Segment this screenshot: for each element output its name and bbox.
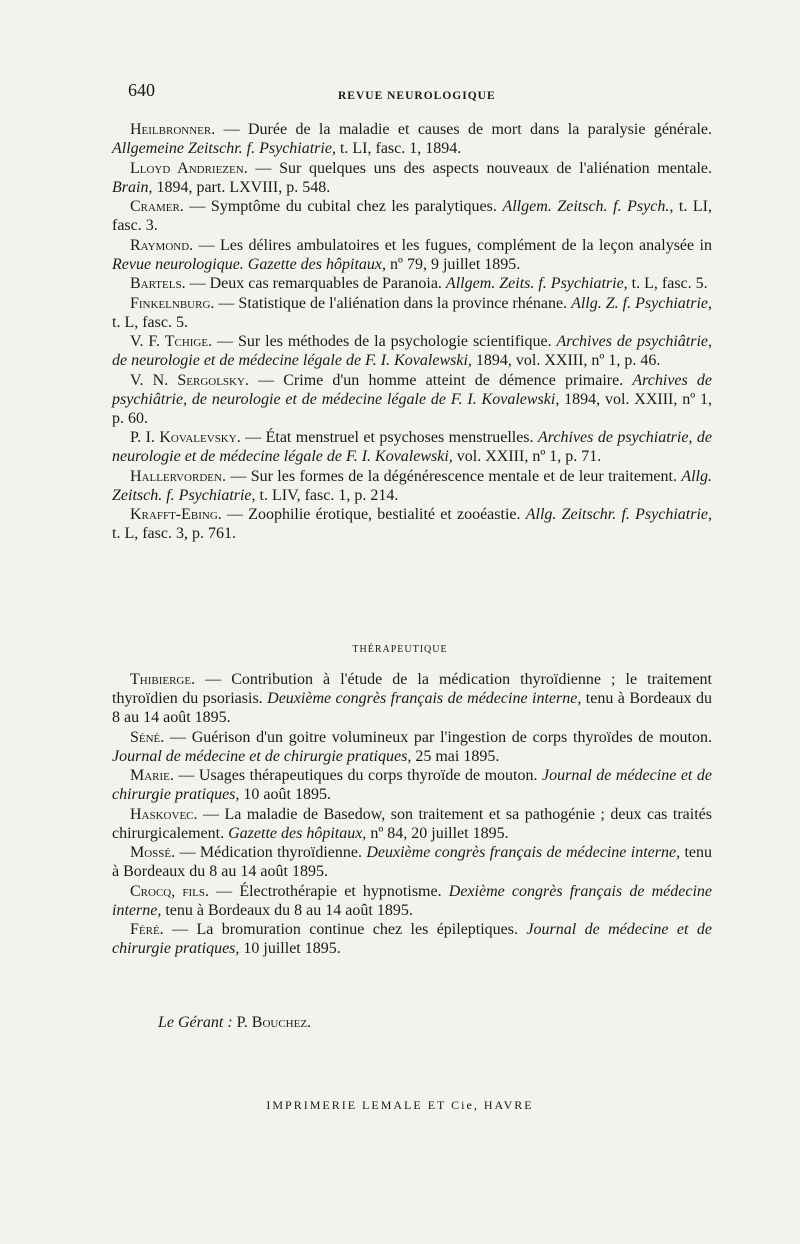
reference-author: Hallervorden.: [130, 467, 226, 485]
reference-pub: Gazette des hôpitaux,: [228, 824, 367, 842]
gerant-line: [158, 1014, 311, 1032]
reference-author: Finkelnburg.: [130, 294, 215, 312]
reference-text: — Guérison d'un goitre volumineux par l'ingestion de corps thyroïdes de mouton.: [164, 728, 712, 746]
reference-entry: [112, 332, 712, 370]
reference-pub: Journal de médecine et de chirurgie pratiques,: [112, 767, 712, 803]
reference-text: — Sur les méthodes de la psychologie scientifique.: [212, 333, 557, 350]
reference-tail: 1894, vol. XXIII, nº 1, p. 60.: [112, 390, 713, 427]
running-head: REVUE NEUROLOGIQUE: [338, 90, 496, 102]
page-header: [128, 78, 708, 106]
reference-author: Cramer.: [130, 198, 184, 215]
reference-pub: Deuxième congrès français de médecine interne,: [366, 844, 681, 861]
reference-text: — Deux cas remarquables de Paranoia.: [185, 275, 446, 292]
reference-tail: t. LIV, fasc. 1, p. 214.: [255, 486, 399, 504]
reference-pub: Brain,: [112, 178, 153, 196]
reference-text: — Symptôme du cubital chez les paralytiques.: [183, 198, 503, 215]
reference-pub: Revue neurologique. Gazette des hôpitaux,: [112, 255, 386, 273]
reference-tail: t. L, fasc. 5.: [112, 313, 188, 331]
reference-entry: [112, 274, 712, 293]
reference-author: Crocq, fils.: [130, 882, 210, 900]
reference-author: Krafft-Ebing.: [130, 506, 222, 523]
reference-text: — État menstruel et psychoses menstruelles.: [240, 429, 538, 446]
reference-tail: t. L, fasc. 3, p. 761.: [112, 525, 236, 542]
gerant-label: Le Gérant :: [158, 1014, 233, 1031]
reference-text: — Zoophilie érotique, bestialité et zooéastie.: [221, 506, 526, 523]
reference-entry: [112, 766, 712, 804]
gerant-name: Bouchez.: [251, 1014, 312, 1031]
reference-entry: [112, 920, 712, 958]
reference-tail: t. LI, fasc. 1, 1894.: [335, 140, 462, 157]
reference-author: Raymond.: [130, 236, 194, 254]
reference-entry: [112, 294, 712, 332]
reference-text: — Sur quelques uns des aspects nouveaux de l'aliénation mentale.: [247, 159, 712, 177]
reference-pub: Deuxième congrès français de médecine interne,: [267, 690, 582, 707]
reference-pub: Archives de psychiatrie, de neurologie et de médecine légale de F. I. Kovalewski,: [112, 429, 712, 465]
reference-list: [112, 120, 712, 544]
reference-entry: [112, 882, 712, 920]
reference-text: — La bromuration continue chez les épileptiques.: [163, 921, 527, 938]
reference-author: V. N. Sergolsky.: [130, 371, 249, 389]
reference-text: — Statistique de l'aliénation dans la province rhénane.: [214, 294, 572, 312]
reference-author: P. I. Kovalevsky.: [130, 429, 241, 446]
reference-tail: 10 juillet 1895.: [239, 940, 341, 957]
reference-text: — Contribution à l'étude de la médication thyroïdienne ; le traitement thyroïdien du psoriasis.: [112, 671, 712, 707]
reference-author: Féré.: [130, 921, 164, 938]
reference-tail: 25 mai 1895.: [411, 747, 500, 765]
reference-text: — Sur les formes de la dégénérescence mentale et de leur traitement.: [225, 467, 682, 485]
reference-text: — Durée de la maladie et causes de mort dans la paralysie générale.: [215, 121, 712, 138]
reference-entry: [112, 505, 712, 543]
reference-text: — Usages thérapeutiques du corps thyroïde de mouton.: [173, 767, 542, 784]
reference-author: Marie.: [130, 767, 174, 784]
reference-entry: [112, 120, 712, 158]
reference-pub: Allg. Z. f. Psychiatrie,: [571, 294, 712, 312]
reference-text: — Électrothérapie et hypnotisme.: [209, 882, 449, 900]
reference-pub: Dexième congrès français de médecine interne,: [112, 882, 712, 919]
reference-author: V. F. Tchige.: [130, 333, 213, 350]
reference-author: Bartels.: [130, 275, 186, 292]
therapeutique-list: [112, 670, 712, 959]
section-title: THÉRAPEUTIQUE: [352, 644, 448, 655]
reference-tail: 10 août 1895.: [239, 786, 331, 803]
reference-tail: t. L, fasc. 5.: [627, 275, 708, 292]
reference-author: Mossé.: [130, 844, 176, 861]
reference-tail: 1894, vol. XXIII, nº 1, p. 46.: [471, 352, 661, 369]
reference-tail: vol. XXIII, nº 1, p. 71.: [452, 448, 602, 465]
reference-pub: Archives de psychiâtrie, de neurologie et de médecine légale de F. I. Kovalewski,: [112, 371, 713, 408]
reference-pub: Allgemeine Zeitschr. f. Psychiatrie,: [112, 140, 336, 157]
reference-pub: Allgem. Zeits. f. Psychiatrie,: [445, 275, 628, 292]
reference-author: Thibierge.: [130, 671, 196, 688]
reference-entry: [112, 428, 712, 466]
reference-entry: [112, 159, 712, 197]
reference-pub: Archives de psychiâtrie, de neurologie et de médecine légale de F. I. Kovalewski,: [112, 333, 712, 369]
reference-pub: Allgem. Zeitsch. f. Psych.,: [502, 198, 674, 215]
reference-pub: Allg. Zeitsch. f. Psychiatrie,: [112, 467, 712, 504]
printer-imprint: IMPRIMERIE LEMALE ET Cie, HAVRE: [266, 1098, 534, 1112]
reference-entry: [112, 670, 712, 727]
page-number: 640: [128, 80, 155, 100]
reference-text: — La maladie de Basedow, son traitement et sa pathogénie ; deux cas traités chirurgicalement.: [112, 805, 712, 842]
gerant-initial: P.: [232, 1014, 252, 1031]
reference-author: Lloyd Andriezen.: [130, 159, 248, 177]
reference-tail: t. LI, fasc. 3.: [112, 198, 712, 234]
reference-entry: [112, 197, 712, 235]
reference-tail: nº 84, 20 juillet 1895.: [366, 824, 509, 842]
reference-text: — Médication thyroïdienne.: [175, 844, 367, 861]
reference-tail: tenu à Bordeaux du 8 au 14 août 1895.: [112, 690, 713, 726]
reference-pub: Journal de médecine et de chirurgie pratiques,: [112, 747, 412, 765]
reference-entry: [112, 728, 712, 766]
reference-pub: Allg. Zeitschr. f. Psychiatrie,: [525, 506, 712, 523]
reference-author: Heilbronner.: [130, 121, 216, 138]
reference-entry: [112, 371, 712, 428]
reference-entry: [112, 843, 712, 881]
reference-author: Séné.: [130, 728, 165, 746]
reference-tail: tenu à Bordeaux du 8 au 14 août 1895.: [112, 844, 713, 880]
reference-author: Haskovec.: [130, 805, 198, 823]
reference-tail: 1894, part. LXVIII, p. 548.: [152, 178, 331, 196]
reference-tail: nº 79, 9 juillet 1895.: [386, 255, 521, 273]
reference-text: — Les délires ambulatoires et les fugues, complément de la leçon analysée in: [193, 236, 712, 254]
reference-entry: [112, 805, 712, 843]
reference-entry: [112, 467, 712, 505]
reference-entry: [112, 236, 712, 274]
reference-text: — Crime d'un homme atteint de démence primaire.: [248, 371, 633, 389]
reference-tail: tenu à Bordeaux du 8 au 14 août 1895.: [161, 901, 413, 919]
reference-pub: Journal de médecine et de chirurgie pratiques,: [112, 921, 712, 957]
